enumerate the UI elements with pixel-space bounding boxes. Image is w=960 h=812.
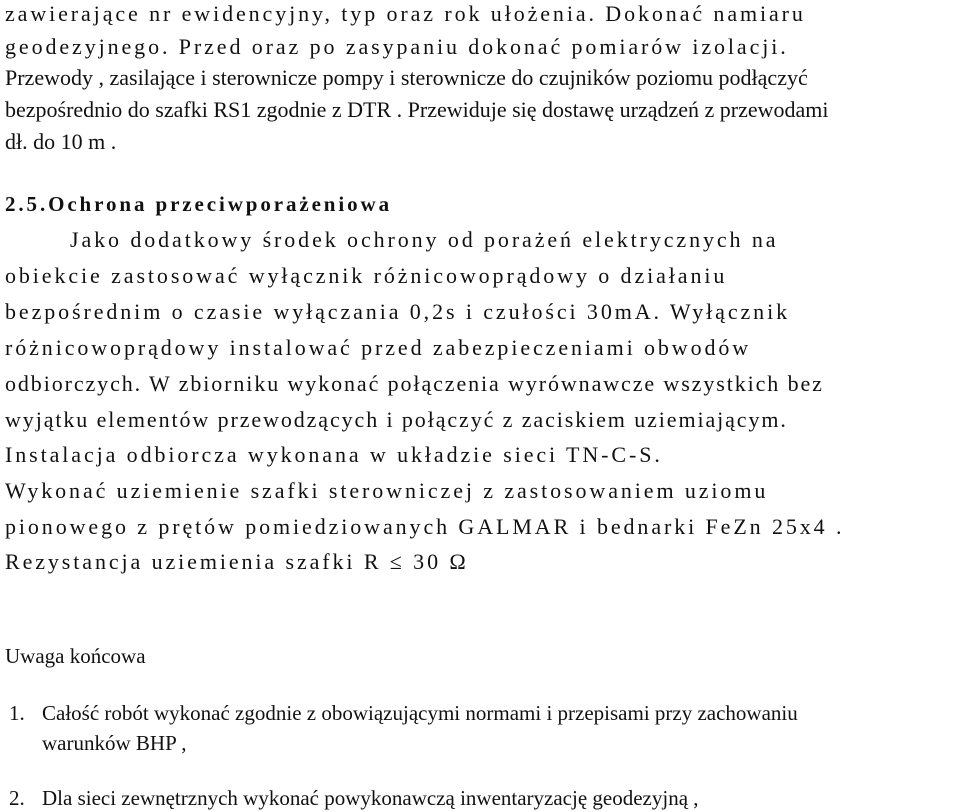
section-line: pionowego z prętów pomiedziowanych GALMAR i bednarki FeZn 25x4 . bbox=[5, 514, 845, 539]
section-line: Wykonać uziemienie szafki sterowniczej z zastosowaniem uziomu bbox=[5, 478, 769, 503]
paragraph-line: dł. do 10 m . bbox=[5, 129, 117, 154]
list-item-text: warunków BHP , bbox=[42, 731, 187, 755]
paragraph-line: bezpośrednio do szafki RS1 zgodnie z DTR . Przewiduje się dostawę urządzeń z przewodami bbox=[5, 97, 829, 122]
section-line: obiekcie zastosować wyłącznik różnicowoprądowy o działaniu bbox=[5, 263, 728, 288]
section-line: Jako dodatkowy środek ochrony od porażeń elektrycznych na bbox=[70, 227, 779, 252]
list-item-text: Całość robót wykonać zgodnie z obowiązującymi normami i przepisami przy zachowaniu bbox=[42, 701, 798, 725]
list-item-number: 1. bbox=[9, 701, 25, 725]
section-line: bezpośrednim o czasie wyłączania 0,2s i czułości 30mA. Wyłącznik bbox=[5, 299, 790, 324]
list-item-text: Dla sieci zewnętrznych wykonać powykonawczą inwentaryzację geodezyjną , bbox=[42, 786, 699, 810]
notes-title: Uwaga końcowa bbox=[5, 644, 146, 668]
section-line: Instalacja odbiorcza wykonana w układzie sieci TN-C-S. bbox=[5, 442, 663, 467]
section-line: odbiorczych. W zbiorniku wykonać połączenia wyrównawcze wszystkich bez bbox=[5, 371, 824, 396]
section-line: różnicowoprądowy instalować przed zabezpieczeniami obwodów bbox=[5, 335, 752, 360]
paragraph-line: zawierające nr ewidencyjny, typ oraz rok ułożenia. Dokonać namiaru bbox=[5, 1, 806, 26]
paragraph-line: Przewody , zasilające i sterownicze pompy i sterownicze do czujników poziomu podłączyć bbox=[5, 65, 808, 90]
section-line: wyjątku elementów przewodzących i połączyć z zaciskiem uziemiającym. bbox=[5, 407, 788, 432]
resistance-line: Rezystancja uziemienia szafki R ≤ 30 Ω bbox=[5, 549, 469, 574]
list-item-number: 2. bbox=[9, 786, 25, 810]
section-heading: 2.5.Ochrona przeciwporażeniowa bbox=[5, 192, 392, 216]
paragraph-line: geodezyjnego. Przed oraz po zasypaniu dokonać pomiarów izolacji. bbox=[5, 34, 789, 59]
